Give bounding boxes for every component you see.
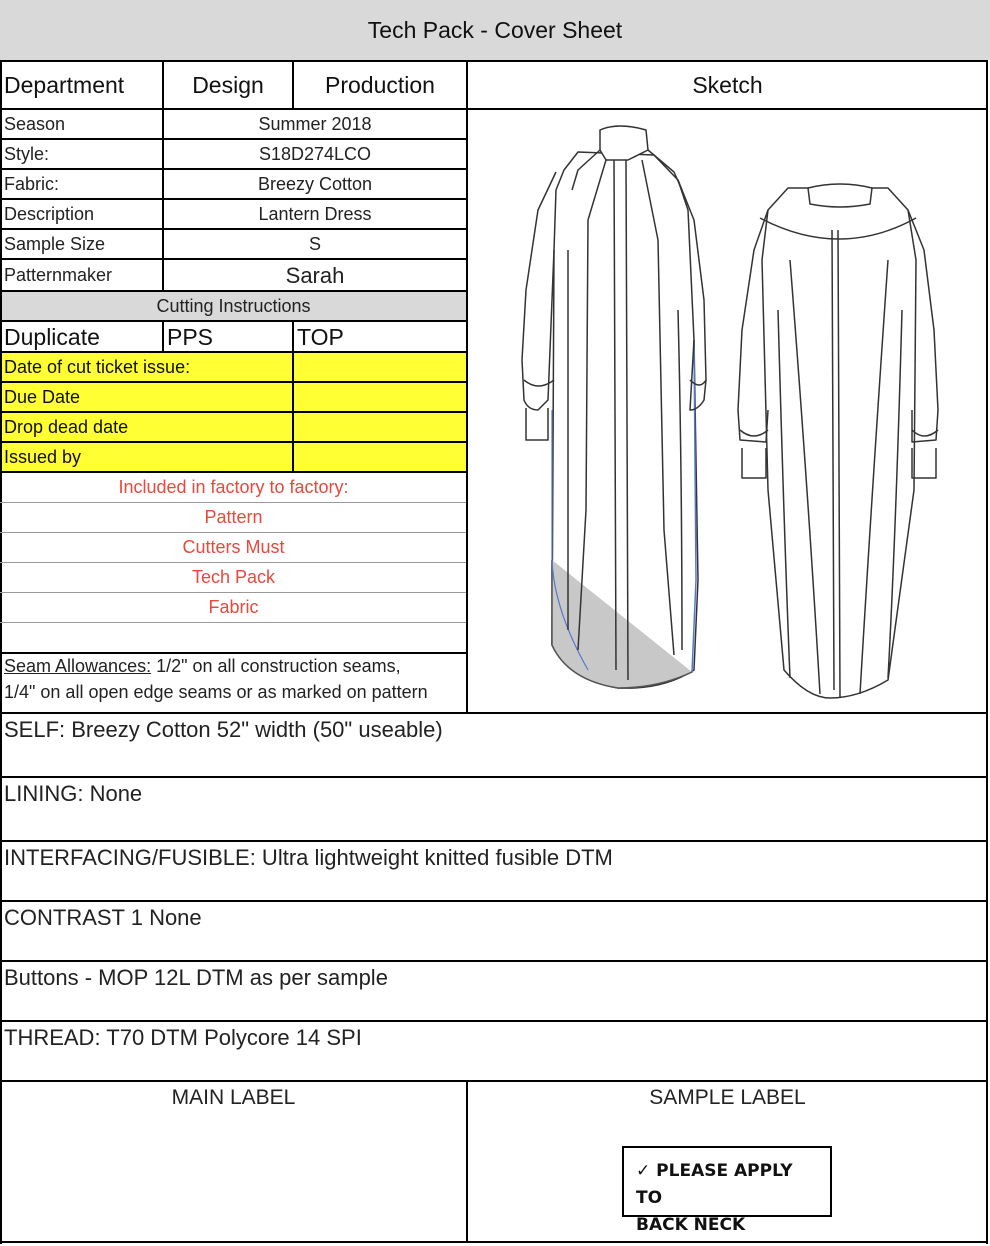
header-design: Design [192,71,264,98]
spec-label-sample-size: Sample Size [4,234,106,254]
dress-front-drawing [522,126,706,688]
dress-back-drawing [738,184,938,698]
material-contrast: CONTRAST 1 None [4,905,202,930]
sketch-area [468,110,988,712]
due-date-label: Due Date [4,387,81,407]
material-lining: LINING: None [4,781,143,806]
factory-item-tech-pack: Tech Pack [191,567,276,587]
issued-by-field[interactable] [293,443,467,472]
sample-label-note-line1: PLEASE APPLY TO [636,1161,793,1208]
spec-value-style: S18D274LCO [258,144,372,164]
factory-item-cutters-must: Cutters Must [182,537,285,557]
header-department: Department [4,71,125,98]
cut-ticket-issue-date-field[interactable] [293,353,467,382]
drop-dead-date-label: Drop dead date [4,417,129,437]
spec-value-sample-size: S [308,234,321,254]
factory-item-fabric: Fabric [208,597,259,617]
spec-label-patternmaker: Patternmaker [4,265,113,285]
seam-allowances-line2: 1/4" on all open edge seams or as marked on pattern [4,682,428,702]
material-self: SELF: Breezy Cotton 52" width (50" useable) [4,717,443,742]
cutting-duplicate: Duplicate [4,324,100,350]
spec-label-description: Description [4,204,95,224]
sample-label-heading: SAMPLE LABEL [649,1086,806,1109]
cutting-pps: PPS [167,324,214,350]
seam-allowances-line1: 1/2" on all construction seams, [151,656,401,676]
material-buttons: Buttons - MOP 12L DTM as per sample [4,965,388,990]
spec-label-fabric: Fabric: [4,174,60,194]
cut-ticket-issue-date-label: Date of cut ticket issue: [4,357,191,377]
page-title: Tech Pack - Cover Sheet [0,0,990,60]
spec-value-patternmaker: Sarah [285,262,345,288]
header-production: Production [325,71,435,98]
seam-allowances-label: Seam Allowances: [4,656,152,676]
factory-heading: Included in factory to factory: [118,477,349,497]
spec-value-season: Summer 2018 [258,114,372,134]
sample-label-note-line2: BACK NECK [636,1215,746,1235]
material-interfacing: INTERFACING/FUSIBLE: Ultra lightweight knitted fusible DTM [4,845,613,870]
spec-value-fabric: Breezy Cotton [257,174,373,194]
issued-by-label: Issued by [4,447,82,467]
main-label-heading: MAIN LABEL [171,1086,296,1109]
seam-allowances [0,653,467,711]
cutting-top: TOP [297,324,344,350]
material-thread: THREAD: T70 DTM Polycore 14 SPI [4,1025,362,1050]
spec-label-season: Season [4,114,66,134]
header-sketch: Sketch [692,71,763,98]
cutting-instructions-heading: Cutting Instructions [0,292,467,321]
factory-item-pattern: Pattern [204,507,263,527]
dress-flat-sketch [468,110,988,712]
spec-label-style: Style: [4,144,50,164]
sample-label-note [622,1146,832,1235]
checkmark-icon: ✓ [636,1161,651,1181]
due-date-field[interactable] [293,383,467,412]
drop-dead-date-field[interactable] [293,413,467,442]
spec-value-description: Lantern Dress [258,204,372,224]
